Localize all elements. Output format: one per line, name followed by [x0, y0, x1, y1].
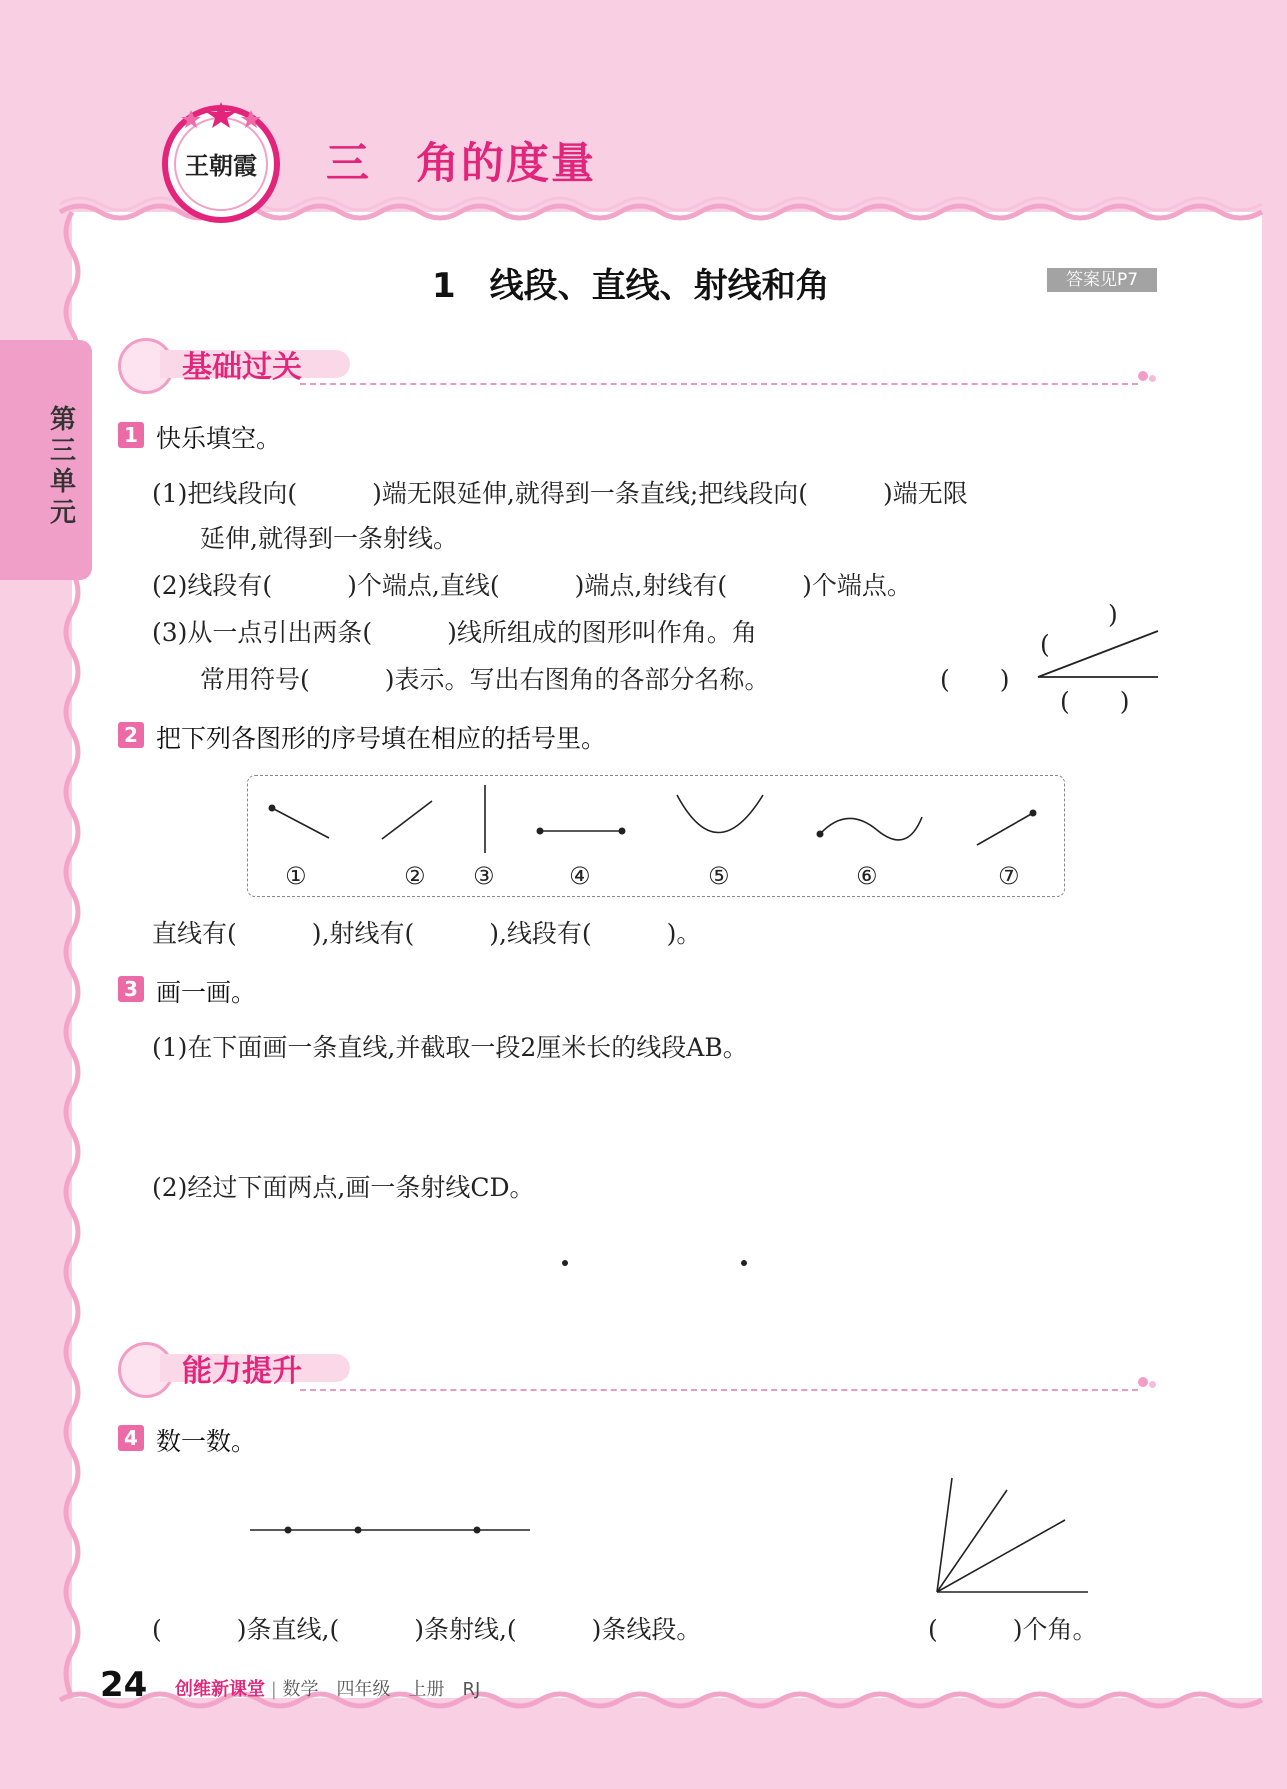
figure-label: ③ [473, 862, 495, 890]
divider-dot [1138, 371, 1148, 381]
figure-label: ⑥ [856, 862, 878, 890]
section-title-basic: 基础过关 [182, 350, 302, 385]
page-number: 24 [100, 1665, 148, 1705]
question-line: (1)把线段向( )端无限延伸,就得到一条直线;把线段向( )端无限 [152, 479, 968, 508]
answer-bracket-side-close[interactable]: ) [1108, 600, 1118, 629]
question-line: (2)线段有( )个端点,直线( )端点,射线有( )个端点。 [152, 571, 912, 600]
question-answer-line[interactable]: ( )条直线,( )条射线,( )条线段。 [152, 1615, 702, 1644]
question-number-badge: 4 [118, 1425, 144, 1451]
point-c[interactable] [562, 1260, 568, 1266]
answer-bracket-angle-open[interactable]: ( [1040, 630, 1050, 659]
question-title: 把下列各图形的序号填在相应的括号里。 [156, 724, 607, 753]
question-line: 常用符号( )表示。写出右图角的各部分名称。 [200, 665, 770, 694]
question-line: 延伸,就得到一条射线。 [200, 524, 458, 553]
question-line: (3)从一点引出两条( )线所组成的图形叫作角。角 [152, 618, 757, 647]
figure-label: ② [404, 862, 426, 890]
answer-reference-badge: 答案见P7 [1047, 268, 1157, 292]
unit-title: 三 角的度量 [326, 139, 596, 189]
footer-details: 数学 四年级 上册 RJ [282, 1679, 481, 1700]
answer-bracket-vertex[interactable]: ( ) [940, 665, 1010, 694]
angles-diagram [925, 1470, 1095, 1600]
question-answer-line[interactable]: 直线有( ),射线有( ),线段有( )。 [152, 919, 702, 948]
figure-label: ⑦ [998, 862, 1020, 890]
question-answer-line[interactable]: ( )个角。 [928, 1615, 1098, 1644]
divider-dot [1149, 375, 1156, 382]
answer-bracket-side[interactable]: ( ) [1060, 687, 1130, 716]
section-title-ability: 能力提升 [182, 1354, 302, 1389]
line-with-points [245, 1515, 535, 1545]
unit-side-tab-label: 第三单元 [50, 405, 77, 528]
divider-dot [1138, 1377, 1148, 1387]
footer-info [175, 1675, 480, 1701]
logo-text: 王朝霞 [185, 151, 257, 180]
question-number-badge: 3 [118, 976, 144, 1002]
question-title: 画一画。 [156, 978, 257, 1007]
logo [158, 98, 284, 224]
question-line: (2)经过下面两点,画一条射线CD。 [152, 1173, 535, 1202]
figure-label: ④ [569, 862, 591, 890]
question-number-badge: 2 [118, 722, 144, 748]
question-title: 快乐填空。 [156, 424, 282, 453]
point-d[interactable] [741, 1260, 747, 1266]
question-line: (1)在下面画一条直线,并截取一段2厘米长的线段AB。 [152, 1033, 748, 1062]
section-divider [300, 1389, 1138, 1391]
divider-dot [1149, 1381, 1156, 1388]
figure-shapes [247, 775, 1063, 855]
question-title: 数一数。 [156, 1427, 257, 1456]
footer-brand: 创维新课堂 [175, 1679, 265, 1700]
footer-separator: | [270, 1679, 277, 1700]
lesson-title: 1 线段、直线、射线和角 [432, 266, 830, 306]
question-number-badge: 1 [118, 422, 144, 448]
section-divider [300, 383, 1138, 385]
figure-label: ⑤ [708, 862, 730, 890]
figure-label: ① [285, 862, 307, 890]
